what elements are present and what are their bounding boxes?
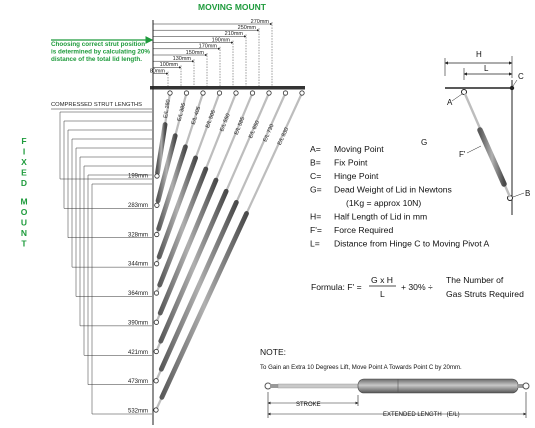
legend-text: Half Length of Lid in mm xyxy=(334,211,428,222)
strut-top-fitting xyxy=(283,91,287,95)
body-end-fitting xyxy=(523,383,529,389)
distance-label: 100mm xyxy=(159,62,178,69)
note-title: NOTE: xyxy=(260,347,286,357)
formula-prefix: Formula: F' = xyxy=(311,282,362,292)
compressed-length-label: 199mm xyxy=(127,173,148,180)
strut-bottom-fitting xyxy=(154,291,158,295)
distance-label: 250mm xyxy=(237,25,256,31)
strut-cylinder xyxy=(161,191,226,341)
strut-cylinder xyxy=(158,125,166,173)
note-text: To Gain an Extra 10 Degrees Lift, Move Point A Towards Point C by 20mm. xyxy=(260,364,462,371)
strut-top-fitting xyxy=(300,91,304,95)
instruction-line-2: is determined by calculating 20% xyxy=(51,48,151,56)
compressed-length-label: 283mm xyxy=(127,202,148,209)
distance-label: 80mm xyxy=(149,68,165,75)
strut-length-label: E/L 505 xyxy=(204,109,218,129)
b-leader xyxy=(513,193,524,197)
strut-top-fitting xyxy=(184,91,188,95)
compressed-length-list xyxy=(60,112,152,415)
instruction-line-1: Choosing correct strut position xyxy=(51,41,146,48)
legend-key: B= xyxy=(310,157,321,168)
compressed-length-label: 328mm xyxy=(127,232,148,239)
formula-denominator: L xyxy=(380,289,385,299)
strut-length-label: E/L 280 xyxy=(163,99,172,119)
formula-suffix: + 30% ÷ xyxy=(401,282,433,292)
legend-text: Force Required xyxy=(334,225,394,235)
legend-text: Fix Point xyxy=(334,157,368,168)
distance-label: 130mm xyxy=(172,56,191,62)
formula-result-line-2: Gas Struts Required xyxy=(446,289,524,299)
f-leader xyxy=(467,146,481,153)
point-g-label: G xyxy=(421,138,428,147)
compressed-length-label: 473mm xyxy=(127,379,148,386)
point-f-label: F' xyxy=(459,150,466,159)
strut-length-label: E/L 830 xyxy=(276,126,291,147)
legend-text: Distance from Hinge C to Moving Pivot A xyxy=(334,238,490,249)
distance-label: 210mm xyxy=(224,31,243,38)
strut-top-fitting xyxy=(201,91,205,95)
hinge-c-point xyxy=(510,86,514,90)
strut-length-label: E/L 385 xyxy=(176,102,188,123)
legend xyxy=(310,144,489,249)
compressed-lengths-title: COMPRESSED STRUT LENGTHS xyxy=(51,102,143,108)
formula xyxy=(311,275,524,299)
legend-key: G= xyxy=(310,184,322,195)
distance-label: 270mm xyxy=(250,18,269,25)
formula-result-line-1: The Number of xyxy=(446,275,504,285)
h-label: H xyxy=(476,50,482,59)
legend-key: F'= xyxy=(310,225,322,235)
point-a-label: A xyxy=(447,98,453,107)
legend-text: (1Kg = approx 10N) xyxy=(346,198,422,208)
moving-mount-dimensions xyxy=(150,19,272,86)
rod-end-fitting-neck xyxy=(270,384,278,388)
compressed-length-label: 532mm xyxy=(127,408,148,415)
lid-bar xyxy=(150,86,305,90)
strut-length-label: E/L 405 xyxy=(190,105,203,126)
strut-bottom-fitting xyxy=(155,203,159,207)
strut-length-label: E/L 585 xyxy=(233,116,247,136)
fixed-mount-label xyxy=(20,136,27,249)
legend-text: Hinge Point xyxy=(334,171,379,181)
distance-label: 150mm xyxy=(185,49,204,56)
strut-top-fitting xyxy=(168,91,172,95)
legend-text: Moving Point xyxy=(334,144,384,154)
extended-length-label: EXTENDED LENGTH (E/L) xyxy=(383,412,460,418)
strut-bottom-fitting xyxy=(154,379,158,383)
horizontal-strut xyxy=(265,379,529,393)
strut-top-fitting xyxy=(250,91,254,95)
strut-top-fitting xyxy=(217,91,221,95)
strut-cylinder xyxy=(358,379,518,393)
compressed-length-label: 344mm xyxy=(127,261,148,268)
l-label: L xyxy=(484,64,489,73)
compressed-length-label: 364mm xyxy=(127,291,148,297)
strut-bottom-fitting xyxy=(154,320,158,324)
legend-key: H= xyxy=(310,211,322,222)
legend-text: Dead Weight of Lid in Newtons xyxy=(334,184,452,195)
strut-top-fitting xyxy=(234,91,238,95)
legend-key: A= xyxy=(310,144,321,154)
moving-mount-title: MOVING MOUNT xyxy=(198,2,266,12)
strut-bottom-fitting xyxy=(154,349,158,353)
hinge-strut xyxy=(465,94,510,197)
strut-bottom-fitting xyxy=(155,174,159,178)
point-c-label: C xyxy=(518,72,524,81)
stroke-label: STROKE xyxy=(296,402,321,408)
strut-bottom-fitting xyxy=(154,262,158,266)
a-leader xyxy=(452,94,462,101)
strut-length-label: E/L 650 xyxy=(248,119,262,140)
compressed-length-label: 421mm xyxy=(127,349,148,356)
strut-bottom-fitting xyxy=(154,408,158,412)
strut-length-label: E/L 550 xyxy=(219,112,232,133)
instruction-line-3: distance of the total lid length. xyxy=(51,56,142,63)
legend-key: C= xyxy=(310,171,322,181)
strut-rod xyxy=(278,384,360,388)
legend-key: L= xyxy=(310,238,320,249)
distance-label: 190mm xyxy=(211,37,230,44)
svg-text:FIXEDMOUNT: F I X E D M O U N T xyxy=(20,136,28,249)
strut-length-label: E/L 730 xyxy=(262,123,276,143)
strut-top-fitting xyxy=(267,91,271,95)
strut-bottom-fitting xyxy=(155,232,159,236)
formula-numerator: G x H xyxy=(371,275,393,285)
point-b-label: B xyxy=(525,189,531,198)
distance-label: 170mm xyxy=(198,43,217,50)
c-leader xyxy=(513,80,517,86)
compressed-length-label: 390mm xyxy=(127,320,148,327)
